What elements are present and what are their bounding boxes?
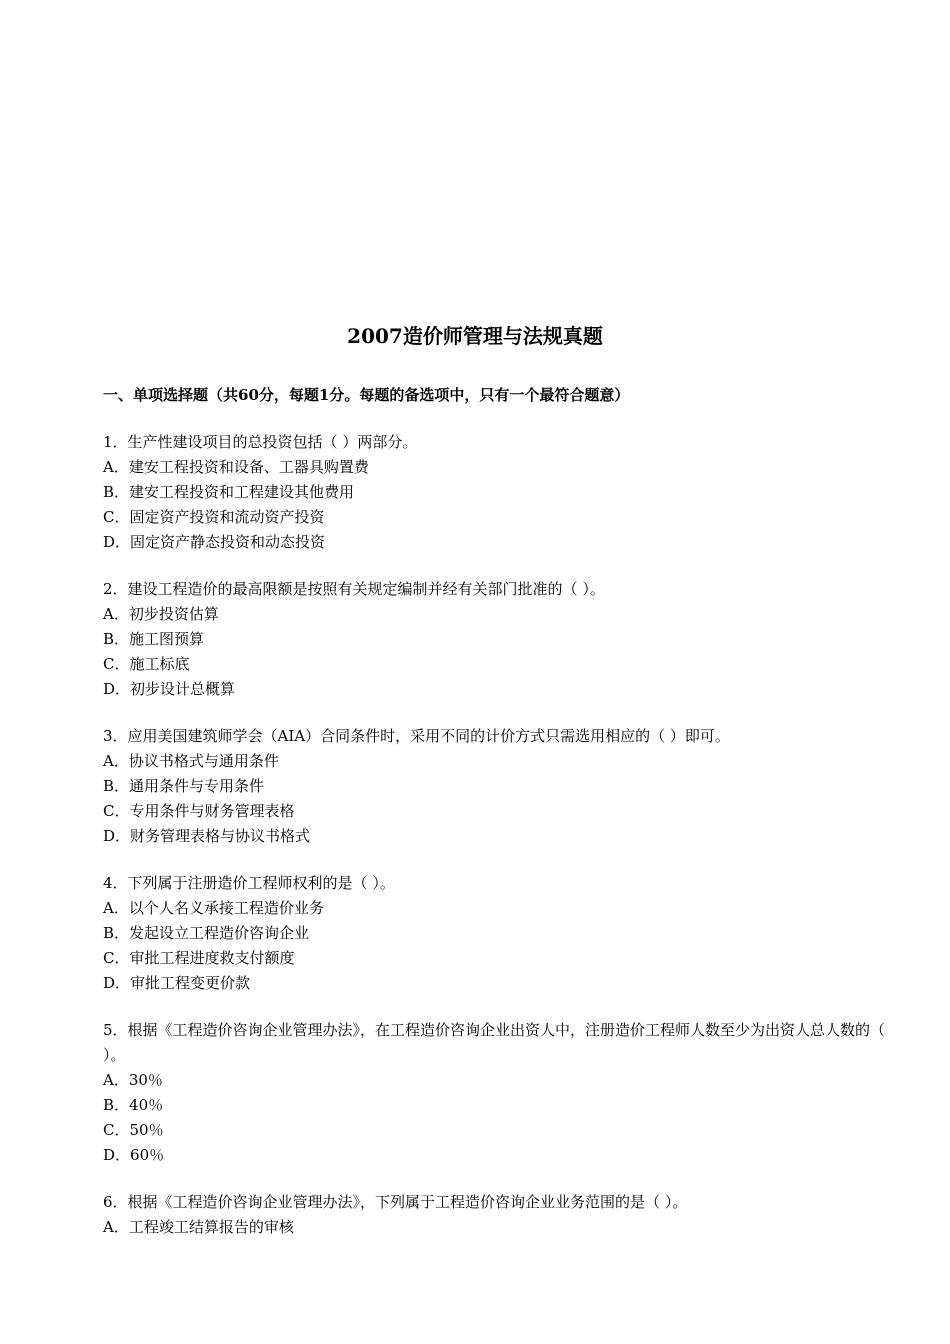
option-d: D．初步设计总概算 <box>103 680 236 698</box>
question-6 <box>103 1190 893 1240</box>
question-stem: 1．生产性建设项目的总投资包括（ ）两部分。 <box>103 433 418 451</box>
section-heading: 一、单项选择题（共60分，每题1分。每题的备选项中，只有一个最符合题意） <box>103 386 630 404</box>
option-c: C．施工标底 <box>103 655 190 673</box>
option-c: C．审批工程进度救支付额度 <box>103 949 295 967</box>
question-stem: 3．应用美国建筑师学会（AIA）合同条件时，采用不同的计价方式只需选用相应的（ ）即可。 <box>103 727 730 745</box>
option-d: D．60％ <box>103 1146 165 1164</box>
option-b: B．施工图预算 <box>103 630 205 648</box>
question-2 <box>103 577 893 702</box>
option-d: D．财务管理表格与协议书格式 <box>103 827 311 845</box>
option-d: D．审批工程变更价款 <box>103 974 251 992</box>
option-c: C．50％ <box>103 1121 164 1139</box>
question-4 <box>103 871 893 996</box>
option-b: B．40％ <box>103 1096 164 1114</box>
option-d: D．固定资产静态投资和动态投资 <box>103 533 326 551</box>
option-a: A．30％ <box>103 1071 163 1089</box>
question-stem: 5．根据《工程造价咨询企业管理办法》，在工程造价咨询企业出资人中，注册造价工程师人数至少为出资人总人数的（ ）。 <box>103 1021 886 1064</box>
question-5 <box>103 1018 893 1168</box>
option-a: A．以个人名义承接工程造价业务 <box>103 899 324 917</box>
question-stem: 4．下列属于注册造价工程师权利的是（ ）。 <box>103 874 395 892</box>
option-c: C．固定资产投资和流动资产投资 <box>103 508 325 526</box>
option-c: C．专用条件与财务管理表格 <box>103 802 295 820</box>
question-stem: 6．根据《工程造价咨询企业管理办法》，下列属于工程造价咨询企业业务范围的是（ ）。 <box>103 1193 688 1211</box>
option-a: A．建安工程投资和设备、工器具购置费 <box>103 458 369 476</box>
option-a: A．初步投资估算 <box>103 605 219 623</box>
question-3 <box>103 724 893 849</box>
option-b: B．发起设立工程造价咨询企业 <box>103 924 310 942</box>
question-stem: 2．建设工程造价的最高限额是按照有关规定编制并经有关部门批准的（ ）。 <box>103 580 605 598</box>
option-a: A．工程竣工结算报告的审核 <box>103 1218 294 1236</box>
question-1 <box>103 430 893 555</box>
question-list <box>103 430 893 1262</box>
option-b: B．建安工程投资和工程建设其他费用 <box>103 483 355 501</box>
option-b: B．通用条件与专用条件 <box>103 777 265 795</box>
document-title: 2007造价师管理与法规真题 <box>347 324 603 348</box>
option-a: A．协议书格式与通用条件 <box>103 752 279 770</box>
